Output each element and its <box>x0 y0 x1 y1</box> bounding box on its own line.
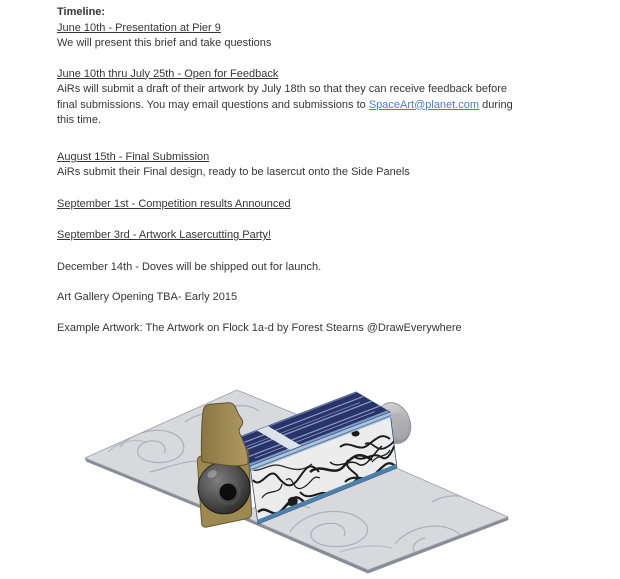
timeline-title: Timeline: <box>57 6 106 18</box>
feedback-line2-post: during <box>479 98 513 111</box>
feedback-body-line3: this time. <box>57 114 102 126</box>
final-submission-group <box>57 150 579 181</box>
intro-group <box>57 5 579 52</box>
presentation-heading: June 10th - Presentation at Pier 9 <box>57 21 221 34</box>
example-artwork-text: Example Artwork: The Artwork on Flock 1a-d by Forest Stearns @DrawEverywhere <box>57 321 462 334</box>
feedback-group <box>57 67 579 129</box>
party-heading: September 3rd - Artwork Lasercutting Party! <box>57 229 271 241</box>
example-artwork-group <box>57 321 579 337</box>
feedback-body-line2 <box>57 98 579 114</box>
party-group <box>57 228 579 244</box>
final-submission-body: AiRs submit their Final design, ready to be lasercut onto the Side Panels <box>57 166 410 178</box>
satellite-illustration <box>0 352 620 579</box>
results-heading: September 1st - Competition results Announced <box>57 197 291 210</box>
lens-aperture <box>220 484 237 501</box>
gallery-group <box>57 290 579 306</box>
final-submission-heading: August 15th - Final Submission <box>57 150 210 163</box>
feedback-line2-pre: final submissions. You may email questions and submissions to <box>57 98 369 111</box>
feedback-body-line1: AiRs will submit a draft of their artwork by July 18th so that they can receive feedback before <box>57 83 507 95</box>
shipping-group <box>57 260 579 276</box>
results-group <box>57 197 579 213</box>
presentation-body: We will present this brief and take questions <box>57 37 272 49</box>
spaceart-email-link[interactable]: SpaceArt@planet.com <box>368 98 480 111</box>
timeline-document <box>57 5 579 336</box>
shipping-text: December 14th - Doves will be shipped out for launch. <box>57 260 322 273</box>
feedback-heading: June 10th thru July 25th - Open for Feedback <box>57 67 279 80</box>
gallery-text: Art Gallery Opening TBA- Early 2015 <box>57 291 238 303</box>
